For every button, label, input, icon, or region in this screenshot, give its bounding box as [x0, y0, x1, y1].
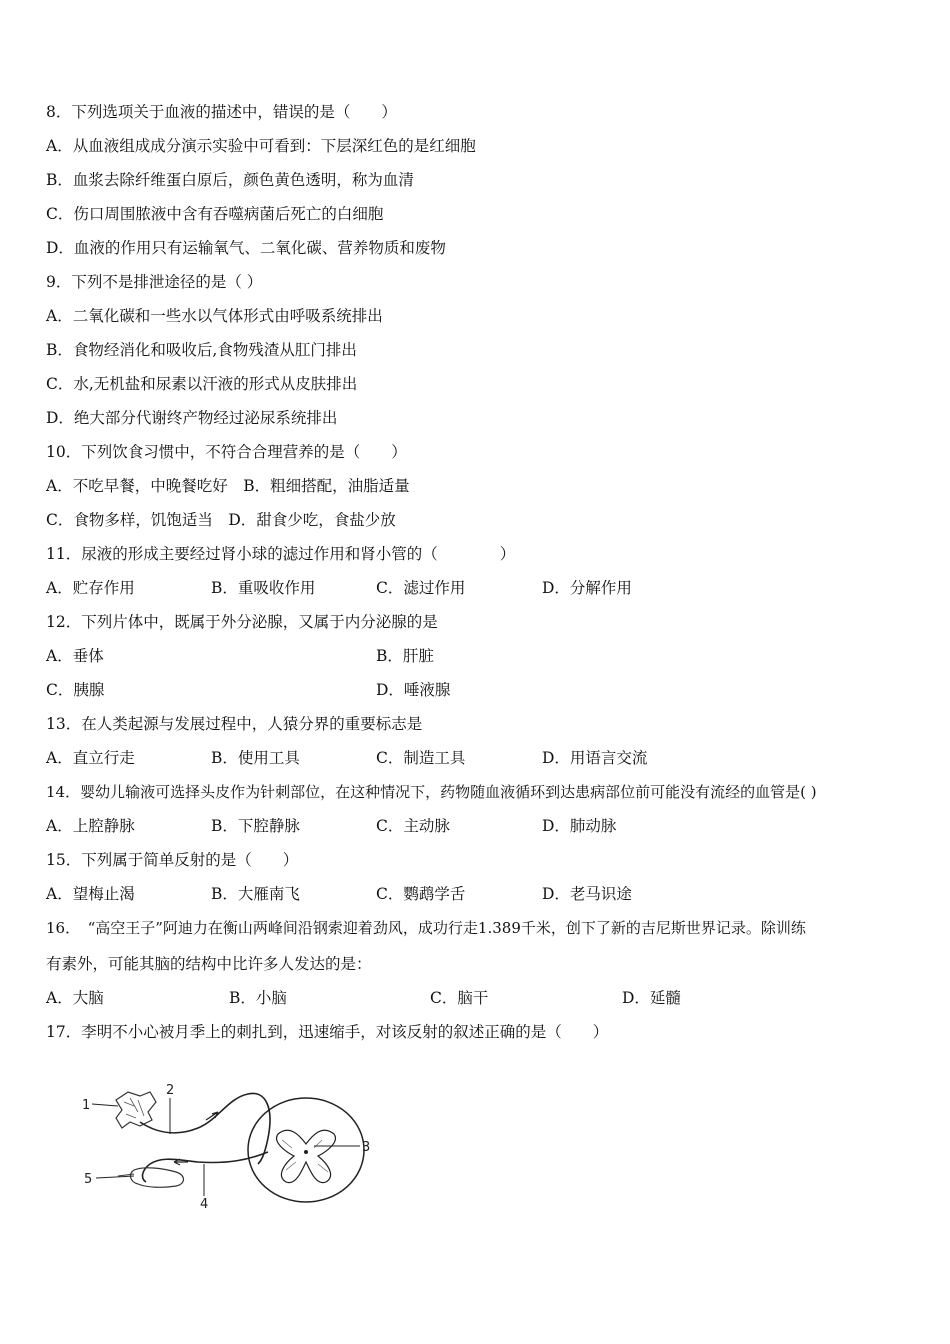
- figure-label-5: 5: [84, 1172, 93, 1187]
- question-11-options: [46, 578, 906, 598]
- question-13-option-b: B．使用工具: [211, 749, 300, 767]
- leader-line-5: [96, 1176, 134, 1178]
- reflex-arc-figure: [78, 1078, 378, 1213]
- question-13-option-a: A．直立行走: [46, 749, 135, 767]
- question-16-stem-line-2: 有素外，可能其脑的结构中比许多人发达的是：: [46, 955, 372, 973]
- receptor-skin: [116, 1092, 156, 1128]
- question-11-option-d: D．分解作用: [542, 579, 632, 597]
- central-canal: [304, 1150, 308, 1154]
- question-14-option-a: A．上腔静脉: [46, 817, 135, 835]
- motor-neuron: [143, 1152, 268, 1182]
- question-11-option-a: A．贮存作用: [46, 579, 135, 597]
- question-16-stem-line-1: 16． “高空王子”阿迪力在衡山两峰间沿钢索迎着劲风，成功行走1.389千米，创下了新的吉尼斯世界记录。除训练: [46, 919, 806, 937]
- question-13-stem: 13．在人类起源与发展过程中，人猿分界的重要标志是: [46, 715, 423, 733]
- question-12-stem: 12．下列片体中，既属于外分泌腺，又属于内分泌腺的是: [46, 613, 438, 631]
- question-13-options: [46, 748, 906, 768]
- question-13-option-d: D．用语言交流: [542, 749, 648, 767]
- sensory-neuron: [140, 1093, 270, 1164]
- question-9-option-d: D．绝大部分代谢终产物经过泌尿系统排出: [46, 409, 338, 427]
- question-15-option-b: B．大雁南飞: [211, 885, 300, 903]
- question-12-options-row-1: [46, 646, 906, 666]
- question-14-option-b: B．下腔静脉: [211, 817, 300, 835]
- question-14-option-d: D．肺动脉: [542, 817, 617, 835]
- gray-matter-texture: [282, 1140, 328, 1172]
- spinal-cord-gray-matter: [277, 1130, 336, 1182]
- question-8-option-d: D．血液的作用只有运输氧气、二氧化碳、营养物质和废物: [46, 239, 446, 257]
- question-14-option-c: C．主动脉: [376, 817, 450, 835]
- question-10-stem: 10．下列饮食习惯中，不符合合理营养的是（ ）: [46, 443, 407, 461]
- effector-hand: [131, 1168, 184, 1187]
- question-12-option-b: B．肝脏: [376, 647, 434, 665]
- question-15-option-d: D．老马识途: [542, 885, 632, 903]
- leader-line-1: [92, 1104, 118, 1106]
- question-16-option-d: D．延髓: [622, 989, 681, 1007]
- question-8-stem: 8．下列选项关于血液的描述中，错误的是（ ）: [46, 103, 397, 121]
- question-15-stem: 15．下列属于简单反射的是（ ）: [46, 851, 299, 869]
- question-15-option-a: A．望梅止渴: [46, 885, 135, 903]
- question-10-options-row-1: A．不吃早餐，中晚餐吃好 B．粗细搭配，油脂适量: [46, 477, 410, 495]
- question-15-option-c: C．鹦鹉学舌: [376, 885, 466, 903]
- question-9-option-a: A．二氧化碳和一些水以气体形式由呼吸系统排出: [46, 307, 383, 325]
- question-8-option-c: C．伤口周围脓液中含有吞噬病菌后死亡的白细胞: [46, 205, 384, 223]
- figure-label-3: 3: [362, 1140, 371, 1155]
- question-11-option-c: C．滤过作用: [376, 579, 466, 597]
- question-13-option-c: C．制造工具: [376, 749, 466, 767]
- question-14-stem: 14．婴幼儿输液可选择头皮作为针刺部位，在这种情况下，药物随血液循环到达患病部位前可能没有流经的血管是( ): [46, 783, 817, 801]
- question-12-option-a: A．垂体: [46, 647, 104, 665]
- question-9-stem: 9．下列不是排泄途径的是（ ）: [46, 273, 263, 291]
- question-15-options: [46, 884, 906, 904]
- question-16-option-c: C．脑干: [430, 989, 489, 1007]
- receptor-skin-texture: [124, 1098, 144, 1118]
- question-11-option-b: B．重吸收作用: [211, 579, 316, 597]
- question-16-options: [46, 988, 906, 1008]
- question-12-option-c: C．胰腺: [46, 681, 105, 699]
- question-17-stem: 17．李明不小心被月季上的刺扎到，迅速缩手，对该反射的叙述正确的是（ ）: [46, 1023, 609, 1041]
- question-16-option-b: B．小脑: [229, 989, 287, 1007]
- question-10-options-row-2: C．食物多样，饥饱适当 D．甜食少吃，食盐少放: [46, 511, 396, 529]
- figure-label-4: 4: [200, 1197, 209, 1212]
- question-9-option-b: B．食物经消化和吸收后,食物残渣从肛门排出: [46, 341, 357, 359]
- question-12-options-row-2: [46, 680, 906, 700]
- question-8-option-a: A．从血液组成成分演示实验中可看到：下层深红色的是红细胞: [46, 137, 476, 155]
- figure-label-2: 2: [166, 1083, 175, 1098]
- figure-label-1: 1: [82, 1098, 91, 1113]
- question-12-option-d: D．唾液腺: [376, 681, 451, 699]
- question-9-option-c: C．水,无机盐和尿素以汗液的形式从皮肤排出: [46, 375, 358, 393]
- question-14-options: [46, 816, 906, 836]
- question-8-option-b: B．血浆去除纤维蛋白原后，颜色黄色透明，称为血清: [46, 171, 414, 189]
- question-11-stem: 11．尿液的形成主要经过肾小球的滤过作用和肾小管的（ ）: [46, 545, 516, 563]
- question-16-option-a: A．大脑: [46, 989, 104, 1007]
